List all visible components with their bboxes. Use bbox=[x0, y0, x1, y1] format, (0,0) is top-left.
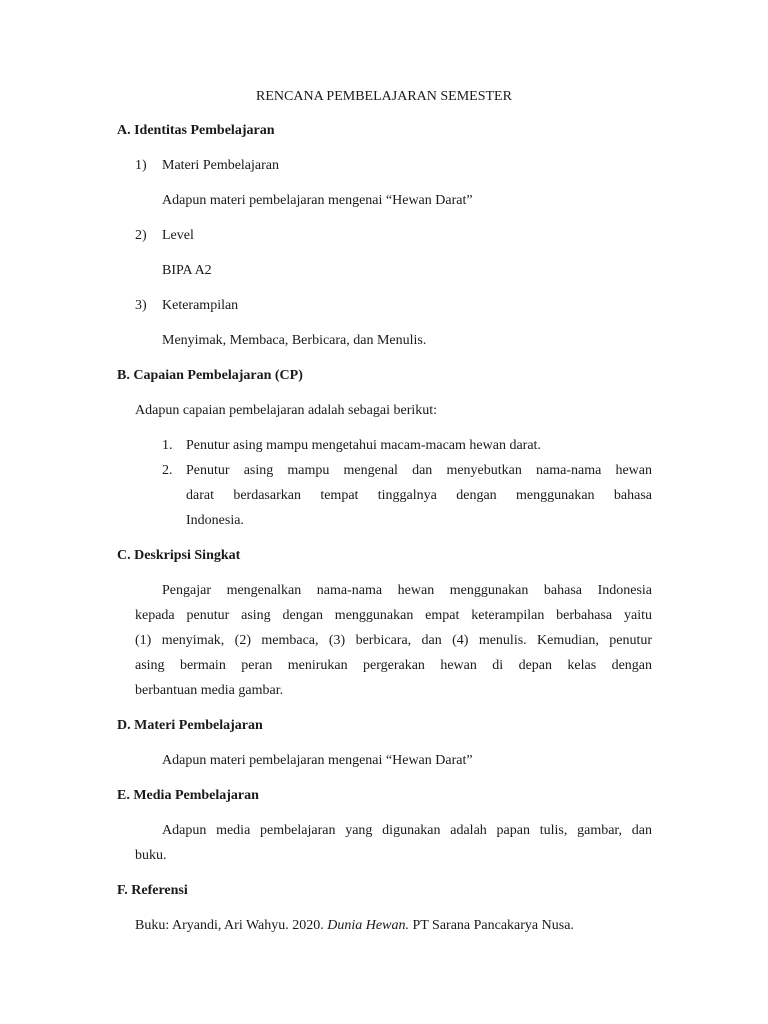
list-number: 1. bbox=[162, 438, 173, 453]
reference-entry bbox=[135, 917, 574, 935]
item-text: Adapun materi pembelajaran mengenai “Hewan Darat” bbox=[162, 193, 473, 208]
paragraph-line: Pengajar mengenalkan nama-nama hewan menggunakan bahasa Indonesia bbox=[162, 583, 652, 598]
list-number: 2. bbox=[162, 463, 173, 478]
reference-title: Dunia Hewan. bbox=[327, 918, 409, 933]
section-e-heading: E. Media Pembelajaran bbox=[117, 788, 259, 803]
list-item-text: darat berdasarkan tempat tinggalnya dengan menggunakan bahasa bbox=[186, 488, 652, 503]
section-d-heading: D. Materi Pembelajaran bbox=[117, 718, 263, 733]
paragraph-line: berbantuan media gambar. bbox=[135, 683, 284, 698]
document-title: RENCANA PEMBELAJARAN SEMESTER bbox=[256, 89, 512, 104]
section-f-heading: F. Referensi bbox=[117, 883, 188, 898]
section-d-text: Adapun materi pembelajaran mengenai “Hewan Darat” bbox=[162, 753, 473, 768]
item-label: Level bbox=[162, 228, 194, 243]
section-b-intro: Adapun capaian pembelajaran adalah sebagai berikut: bbox=[135, 403, 438, 418]
section-c-heading: C. Deskripsi Singkat bbox=[117, 548, 241, 563]
list-item-text: Indonesia. bbox=[186, 513, 244, 528]
section-b-heading: B. Capaian Pembelajaran (CP) bbox=[117, 368, 303, 383]
item-text: Menyimak, Membaca, Berbicara, dan Menulis. bbox=[162, 333, 427, 348]
paragraph-line: kepada penutur asing dengan menggunakan empat keterampilan berbahasa yaitu bbox=[135, 608, 652, 623]
item-number: 2) bbox=[135, 228, 147, 243]
item-text: BIPA A2 bbox=[162, 263, 212, 278]
reference-suffix: PT Sarana Pancakarya Nusa. bbox=[408, 918, 574, 933]
item-number: 3) bbox=[135, 298, 147, 313]
paragraph-line: buku. bbox=[135, 848, 167, 863]
item-number: 1) bbox=[135, 158, 147, 173]
paragraph-line: (1) menyimak, (2) membaca, (3) berbicara, dan (4) menulis. Kemudian, penutur bbox=[135, 633, 652, 648]
paragraph-line: Adapun media pembelajaran yang digunakan adalah papan tulis, gambar, dan bbox=[162, 823, 652, 838]
item-label: Materi Pembelajaran bbox=[162, 158, 280, 173]
section-a-heading: A. Identitas Pembelajaran bbox=[117, 123, 275, 138]
reference-prefix: Buku: Aryandi, Ari Wahyu. 2020. bbox=[135, 918, 328, 933]
list-item-text: Penutur asing mampu mengetahui macam-macam hewan darat. bbox=[186, 438, 541, 453]
list-item-text: Penutur asing mampu mengenal dan menyebutkan nama-nama hewan bbox=[186, 463, 652, 478]
item-label: Keterampilan bbox=[162, 298, 239, 313]
paragraph-line: asing bermain peran menirukan pergerakan hewan di depan kelas dengan bbox=[135, 658, 652, 673]
